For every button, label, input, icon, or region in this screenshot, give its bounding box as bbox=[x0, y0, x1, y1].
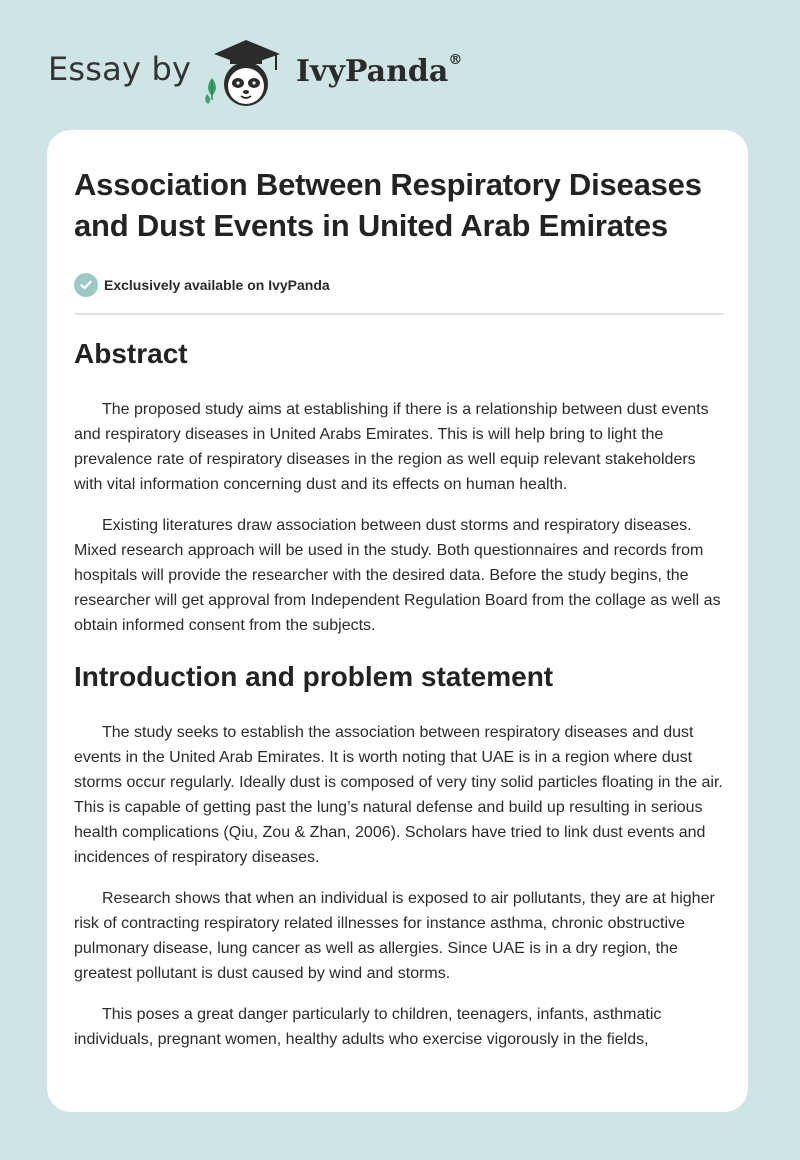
paragraph: This poses a great danger particularly to children, teenagers, infants, asthmatic individuals, pregnant women, healthy adults who exercise vigorously in the fields, bbox=[74, 1006, 662, 1048]
essay-content bbox=[74, 164, 724, 1052]
panda-graduate-logo-icon[interactable] bbox=[200, 34, 292, 110]
brand-name[interactable] bbox=[296, 54, 462, 89]
section-heading-abstract: Abstract bbox=[74, 338, 188, 369]
exclusive-badge bbox=[74, 272, 724, 298]
essay-card bbox=[47, 130, 748, 1112]
registered-mark: ® bbox=[448, 52, 463, 68]
essay-title: Association Between Respiratory Diseases and Dust Events in United Arab Emirates bbox=[74, 167, 702, 243]
essay-by-label: Essay by bbox=[48, 50, 192, 88]
paragraph: Research shows that when an individual is exposed to air pollutants, they are at higher risk of contracting respiratory related illnesses for instance asthma, chronic obstructive pulmonary disease, lung cancer as well as allergies. Since UAE is in a dry region, the greatest pollutant is dust caused by wind and storms. bbox=[74, 890, 715, 982]
exclusive-label: Exclusively available on IvyPanda bbox=[104, 277, 330, 293]
check-circle-icon bbox=[74, 273, 98, 297]
site-header bbox=[0, 0, 800, 130]
title-divider bbox=[74, 313, 724, 315]
paragraph: Existing literatures draw association between dust storms and respiratory diseases. Mixed research approach will be used in the study. Both questionnaires and records from hospitals will provide the researcher with the desired data. Before the study begins, the researcher will get approval from Independent Regulation Board from the collage as well as obtain informed consent from the subjects. bbox=[74, 517, 721, 634]
section-heading-introduction: Introduction and problem statement bbox=[74, 661, 554, 692]
paragraph: The proposed study aims at establishing if there is a relationship between dust events and respiratory diseases in United Arabs Emirates. This is will help bring to light the prevalence rate of respiratory diseases in the region as well equip relevant stakeholders with vital information concerning dust and its effects on human health. bbox=[74, 401, 709, 493]
brand-text: IvyPanda bbox=[296, 54, 449, 89]
paragraph: The study seeks to establish the association between respiratory diseases and dust events in the United Arab Emirates. It is worth noting that UAE is in a region where dust storms occur regularly. Ideally dust is composed of very tiny solid particles floating in the air. This is capable of getting past the lung’s natural defense and build up resulting in serious health complications (Qiu, Zou & Zhan, 2006). Scholars have tried to link dust events and incidences of respiratory diseases. bbox=[74, 724, 723, 866]
